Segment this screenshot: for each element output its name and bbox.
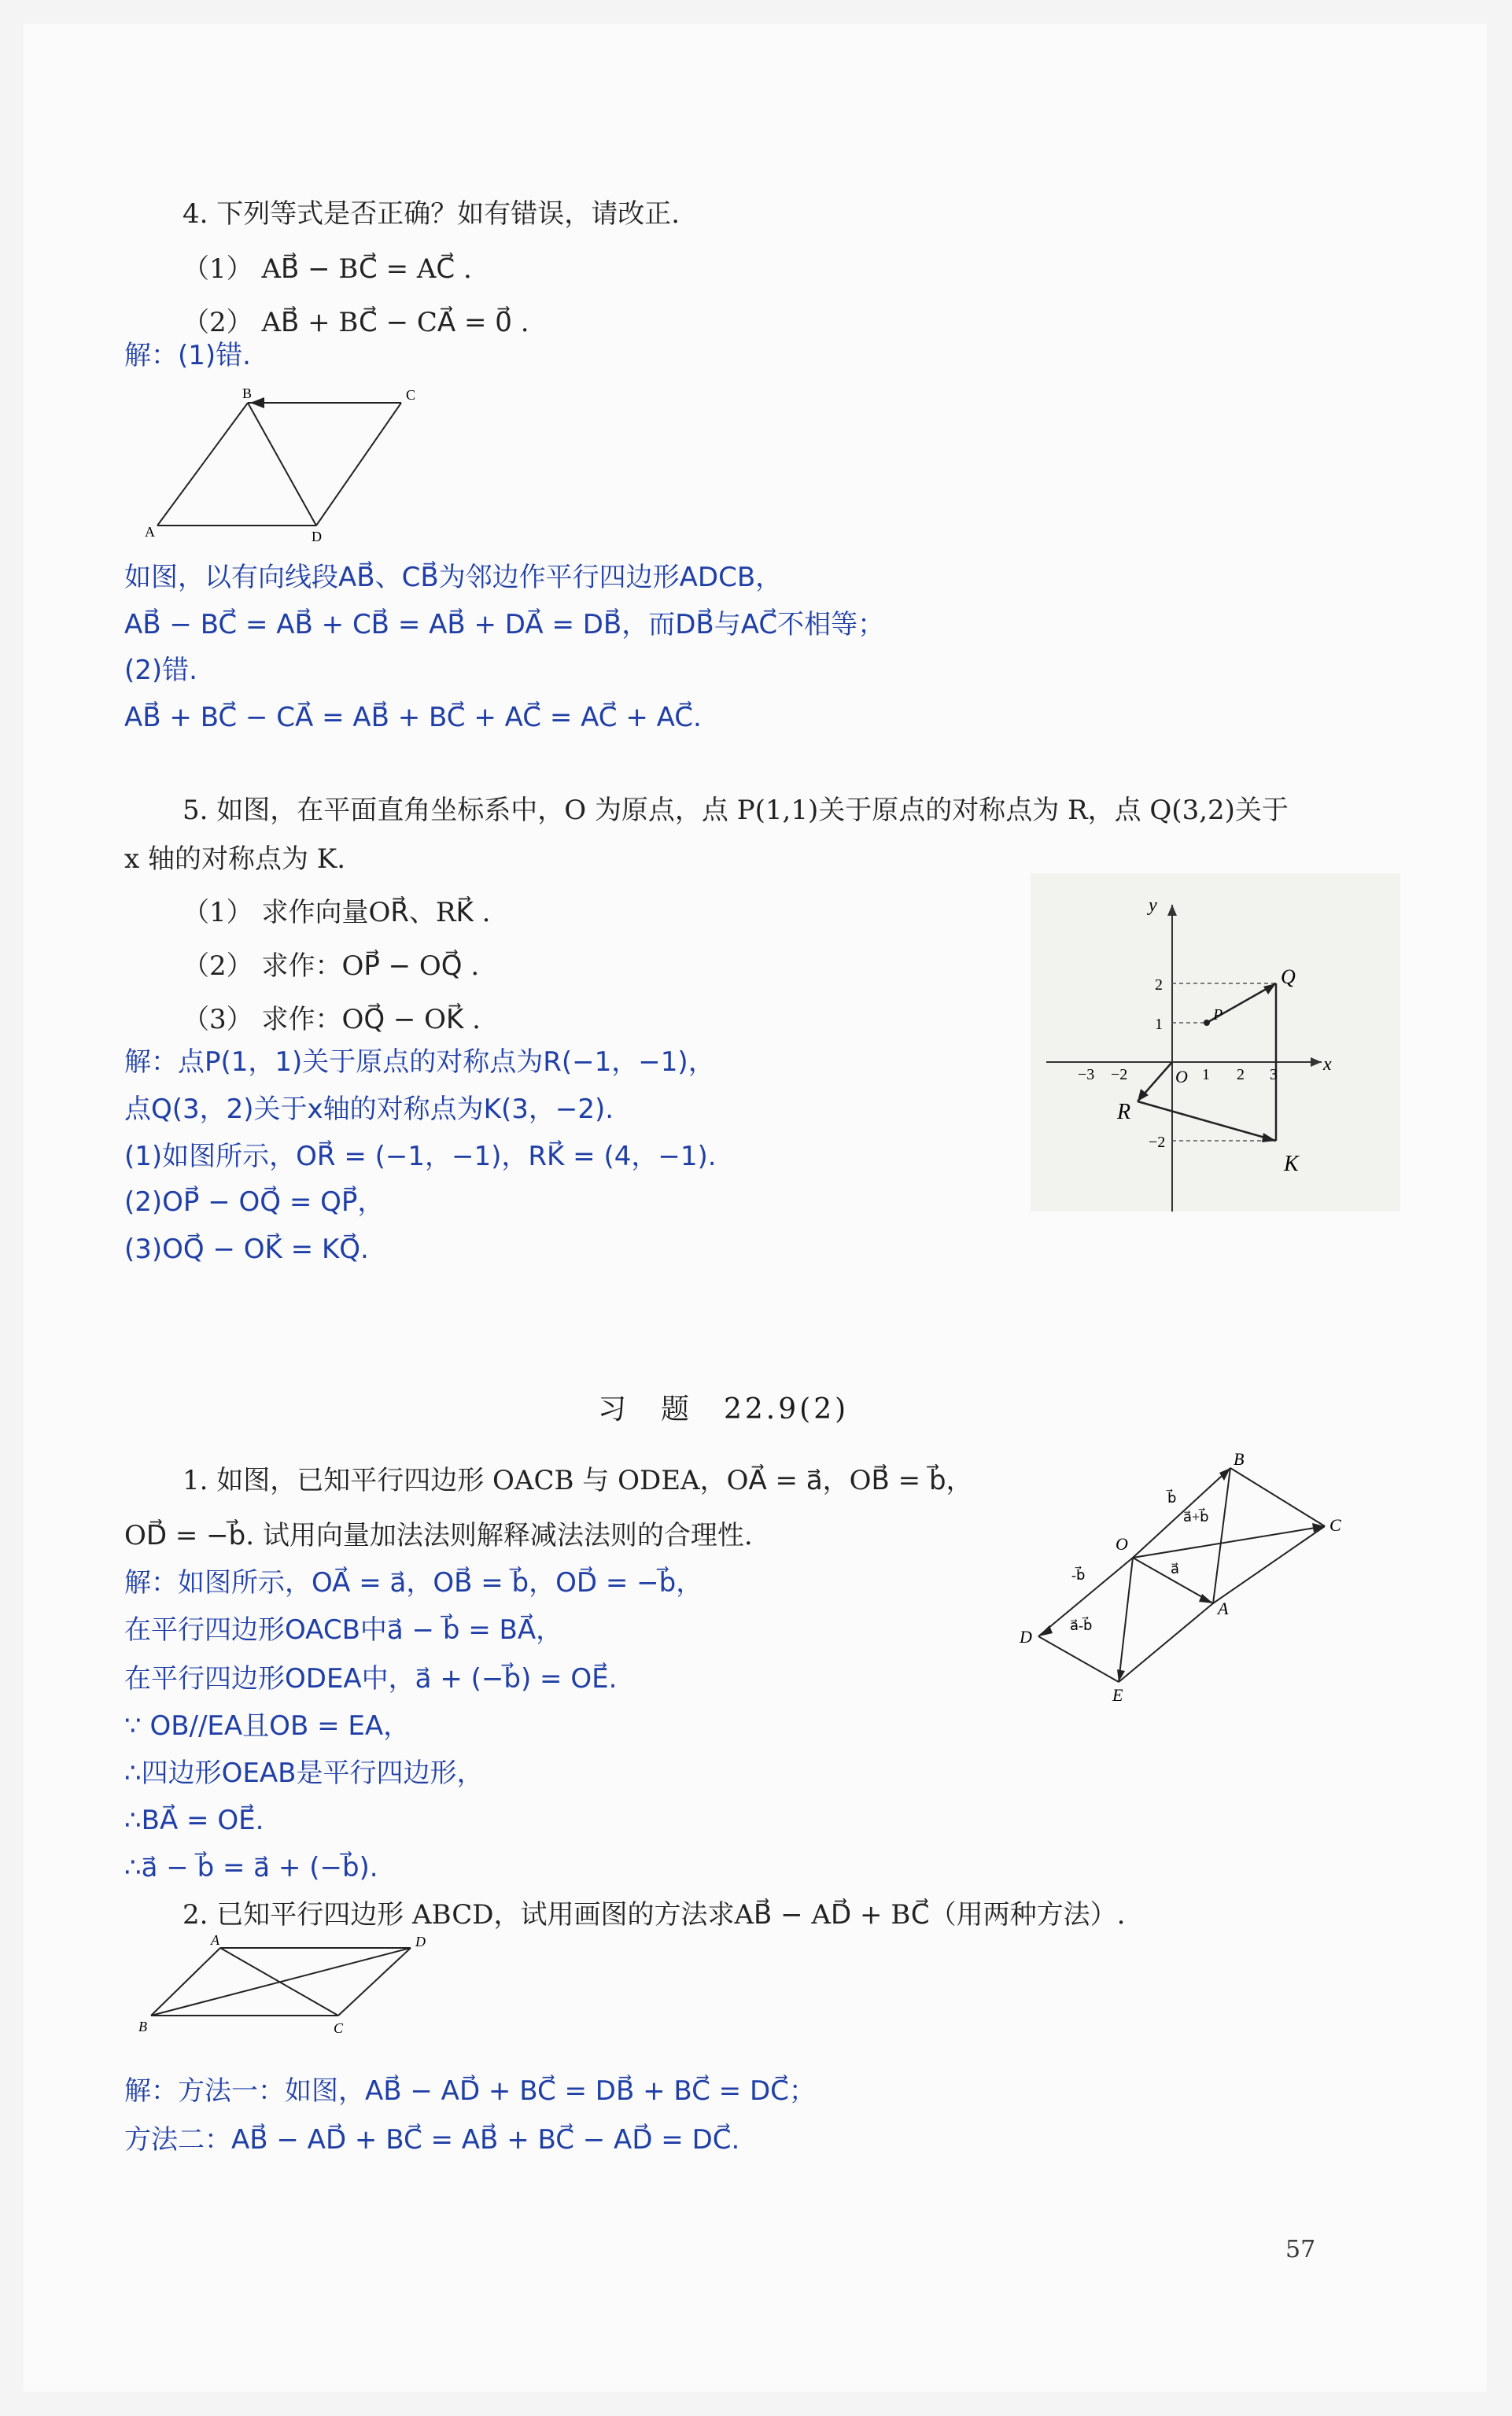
edge-ab	[157, 403, 248, 526]
q5-item3: （3） 求作：OQ⃗ − OK⃗ .	[183, 1004, 481, 1035]
q5-answer-line4: (2)OP⃗ − OQ⃗ = QP⃗，	[124, 1186, 385, 1218]
q4-item1: （1） AB⃗ − BC⃗ = AC⃗ .	[183, 253, 472, 285]
label-a: A	[1218, 1599, 1229, 1618]
q4-parallelogram-figure	[134, 385, 464, 543]
q4-answer-line2: AB⃗ − BC⃗ = AB⃗ + CB⃗ = AB⃗ + DA⃗ = DB⃗，而DB⃗与AC⃗不相等；	[124, 609, 885, 640]
edge-bc	[1230, 1468, 1325, 1526]
e2-parallelogram-figure	[134, 1935, 448, 2038]
label-q: Q	[1281, 965, 1296, 988]
page-number: 57	[1285, 2236, 1316, 2263]
label-e: E	[1112, 1685, 1123, 1705]
label-p: P	[1213, 1006, 1223, 1024]
q5-coordinate-figure	[1031, 873, 1400, 1212]
label-b: B	[242, 385, 253, 401]
tick-x-minus2: −2	[1111, 1066, 1128, 1083]
label-b: B	[1234, 1449, 1245, 1469]
diagonal-db	[151, 1948, 411, 2016]
q4-answer-line4: AB⃗ + BC⃗ − CA⃗ = AB⃗ + BC⃗ + AC⃗ = AC⃗ + AC⃗.	[124, 702, 702, 733]
e1-answer-line4: ∵ OB//EA且OB = EA，	[124, 1710, 411, 1742]
q5-answer-line3: (1)如图所示，OR⃗ = (−1，−1)，RK⃗ = (4，−1).	[124, 1141, 717, 1172]
point-p	[1204, 1020, 1210, 1026]
label-a: A	[211, 1935, 219, 1948]
label-o: O	[1175, 1067, 1188, 1086]
e2-stem: 2. 已知平行四边形 ABCD，试用画图的方法求AB⃗ − AD⃗ + BC⃗（用两种方法）.	[183, 1899, 1126, 1931]
e1-answer-line2: 在平行四边形OACB中a⃗ − b⃗ = BA⃗，	[124, 1614, 563, 1646]
figure-background	[1031, 873, 1400, 1212]
label-x: x	[1323, 1054, 1332, 1075]
label-vec-mb: -b⃗	[1071, 1567, 1086, 1583]
tick-x-minus3: −3	[1078, 1066, 1095, 1083]
label-vec-apb: a⃗+b⃗	[1183, 1509, 1209, 1525]
e2-answer-line2: 方法二：AB⃗ − AD⃗ + BC⃗ = AB⃗ + BC⃗ − AD⃗ = DC⃗.	[124, 2124, 740, 2156]
label-vec-b: b⃗	[1167, 1490, 1177, 1506]
tick-y-2: 2	[1155, 976, 1163, 994]
e1-stem-line2: OD⃗ = −b⃗. 试用向量加法法则解释减法法则的合理性.	[124, 1520, 753, 1551]
q4-answer-line1: 如图，以有向线段AB⃗、CB⃗为邻边作平行四边形ADCB，	[124, 562, 783, 593]
e1-stem-line1: 1. 如图，已知平行四边形 OACB 与 ODEA，OA⃗ = a⃗，OB⃗ = b⃗，	[183, 1465, 973, 1496]
label-vec-a: a⃗	[1171, 1561, 1180, 1577]
edge-cd	[316, 403, 401, 526]
edge-de	[1038, 1636, 1119, 1682]
e1-answer-line6: ∴BA⃗ = OE⃗.	[124, 1805, 264, 1836]
arrowhead-icon	[250, 397, 264, 408]
e1-parallelogram-figure	[1007, 1448, 1353, 1715]
e1-answer-line1: 解：如图所示，OA⃗ = a⃗，OB⃗ = b⃗，OD⃗ = −b⃗，	[124, 1567, 703, 1599]
edge-ba	[151, 1948, 220, 2016]
q4-item2: （2） AB⃗ + BC⃗ − CA⃗ = 0⃗ .	[183, 307, 529, 338]
q5-item1: （1） 求作向量OR⃗、RK⃗ .	[183, 897, 491, 928]
label-c: C	[334, 2020, 344, 2036]
q5-item2: （2） 求作：OP⃗ − OQ⃗ .	[183, 950, 480, 982]
q5-answer-line5: (3)OQ⃗ − OK⃗ = KQ⃗.	[124, 1234, 369, 1265]
edge-ea	[1119, 1603, 1213, 1682]
q5-stem-line2: x 轴的对称点为 K.	[124, 843, 345, 875]
label-vec-amb: a⃗-b⃗	[1070, 1617, 1093, 1633]
e1-answer-line5: ∴四边形OEAB是平行四边形，	[124, 1758, 484, 1789]
q5-answer-line1: 解：点P(1，1)关于原点的对称点为R(−1，−1)，	[124, 1046, 715, 1078]
diagonal-bd	[248, 403, 316, 526]
tick-x-2: 2	[1237, 1066, 1245, 1083]
tick-x-1: 1	[1202, 1066, 1210, 1083]
edge-ac	[1213, 1526, 1325, 1603]
label-d: D	[1020, 1627, 1032, 1647]
label-d: D	[312, 529, 322, 543]
vector-ba	[1213, 1468, 1230, 1603]
e2-answer-line1: 解：方法一：如图，AB⃗ − AD⃗ + BC⃗ = DB⃗ + BC⃗ = DC⃗；	[124, 2075, 816, 2107]
label-r: R	[1117, 1100, 1131, 1124]
q5-answer-line2: 点Q(3，2)关于x轴的对称点为K(3，−2).	[124, 1094, 614, 1125]
label-c: C	[406, 387, 416, 403]
q4-stem: 4. 下列等式是否正确？如有错误，请改正.	[183, 198, 680, 230]
label-y: y	[1149, 895, 1157, 916]
tick-x-3: 3	[1270, 1066, 1278, 1083]
e1-answer-line7: ∴a⃗ − b⃗ = a⃗ + (−b⃗).	[124, 1852, 378, 1883]
tick-y-1: 1	[1155, 1016, 1163, 1033]
label-o: O	[1116, 1534, 1128, 1554]
label-a: A	[145, 524, 155, 540]
label-c: C	[1329, 1515, 1341, 1535]
q4-answer-line3: (2)错.	[124, 655, 197, 686]
label-b: B	[138, 2019, 147, 2034]
label-k: K	[1284, 1152, 1299, 1176]
label-d: D	[415, 1935, 426, 1949]
vector-oe	[1119, 1558, 1133, 1682]
section-title: 习 题 22.9(2)	[598, 1393, 850, 1426]
e1-answer-line3: 在平行四边形ODEA中，a⃗ + (−b⃗) = OE⃗.	[124, 1663, 618, 1695]
tick-y-minus2: −2	[1149, 1134, 1166, 1151]
arrowhead-a-icon	[1199, 1594, 1213, 1603]
q5-stem-line1: 5. 如图，在平面直角坐标系中，O 为原点，点 P(1,1)关于原点的对称点为 R，点 Q(3,2)关于	[183, 795, 1289, 826]
q4-answer-head: 解：(1)错.	[124, 340, 251, 371]
